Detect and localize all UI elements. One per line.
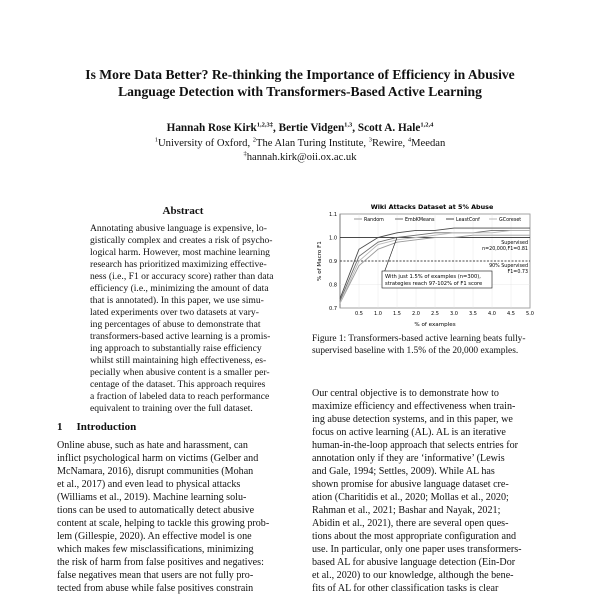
intro-line: lem (Gillespie, 2020). An effective model is one: [57, 531, 252, 542]
title-line-2: Language Detection with Transformers-Based Active Learning: [118, 84, 482, 99]
intro-body: [57, 439, 303, 595]
annotation-line-2: strategies reach 97-102% of F1 score: [385, 281, 483, 287]
legend-label: LeastConf: [456, 218, 480, 223]
intro-line: content at scale, helping to tackle this growing prob-: [57, 518, 270, 529]
abstract-line: Annotating abusive language is expensive, lo-: [90, 223, 267, 234]
abstract-line: research has prioritized maximizing effective-: [90, 259, 267, 270]
right-column-body: [312, 387, 544, 595]
author-sup: 1,3: [344, 121, 353, 129]
chart-y-ticks: [329, 212, 337, 312]
right-line: human-in-the-loop approach that selects entries for: [312, 440, 519, 451]
intro-line: which makes few misclassifications, minimizing: [57, 544, 254, 555]
figure-caption: [312, 333, 544, 357]
affil-name: University of Oxford,: [158, 138, 251, 149]
email: [40, 151, 560, 165]
abstract-line: logical harm. However, most machine learning: [90, 247, 270, 258]
legend-label: Random: [364, 218, 384, 223]
abstract-line: gistically complex and creates a risk of psycho-: [90, 235, 273, 246]
y-tick-label: 1.0: [329, 235, 337, 242]
x-tick-label: 1.0: [374, 311, 382, 317]
author-name: Bertie Vidgen: [278, 122, 345, 134]
abstract-line: ness (i.e., F1 or accuracy score) rather than data: [90, 271, 274, 282]
intro-line: et al., 2017) and even lead to physical attacks: [57, 479, 241, 490]
x-tick-label: 3.5: [469, 311, 477, 317]
x-tick-label: 2.5: [431, 311, 439, 317]
right-line: maximize efficiency and effectiveness when train-: [312, 401, 516, 412]
author-sup: 1,2,3‡: [256, 121, 274, 129]
right-line: fits of AL for other classification tasks is clear: [312, 583, 499, 594]
chart-legend: [354, 217, 521, 223]
abstract-line: transformers-based active learning is a promis-: [90, 331, 271, 342]
section-heading: [57, 421, 136, 433]
y-tick-label: 0.8: [329, 282, 337, 289]
y-tick-label: 0.7: [329, 305, 337, 312]
right-line: based AL for abusive language detection (Ein-Dor: [312, 557, 516, 568]
right-line: and Gale, 1994; Settles, 2009). While AL has: [312, 466, 495, 477]
author-name: Scott A. Hale: [357, 122, 421, 134]
intro-line: inflict psychological harm on victims (Gelber and: [57, 453, 259, 464]
y-tick-label: 0.9: [329, 258, 337, 265]
affil-sup: 3: [368, 136, 372, 144]
right-line: et al., 2020) to our knowledge, although the bene-: [312, 570, 514, 581]
title-line-1: Is More Data Better? Re-thinking the Importance of Efficiency in Abusive: [85, 67, 515, 82]
author-sup: 1,2,4: [420, 121, 434, 129]
intro-line: tected from abuse while false positives constrain: [57, 583, 254, 594]
intro-line: false negatives mean that users are not fully pro-: [57, 570, 254, 581]
ref-detail-90: F1=0.73: [507, 270, 528, 275]
figure-chart: [312, 200, 536, 328]
chart-xlabel: % of examples: [414, 322, 456, 328]
intro-line: (Williams et al., 2019). Machine learning solu-: [57, 492, 247, 503]
x-tick-label: 1.5: [393, 311, 401, 317]
email-sup: ‡: [243, 150, 247, 158]
affiliations: [40, 137, 560, 151]
right-line: annotation only if they are ‘informative’ (Lewis: [312, 453, 505, 464]
section-title: Introduction: [76, 421, 137, 433]
right-line: Our central objective is to demonstrate how to: [312, 388, 499, 399]
section-number: 1: [57, 421, 63, 433]
right-line: Rahman et al., 2021; Bashar and Nayak, 2021;: [312, 505, 501, 516]
affil-sup: 2: [252, 136, 256, 144]
abstract-line: equivalent to training over the full dataset.: [90, 403, 253, 414]
abstract-line: ing approach to substantially raise efficiency: [90, 343, 262, 354]
intro-line: Online abuse, such as hate and harassment, can: [57, 440, 248, 451]
abstract-line: efficiency (i.e., minimizing the amount of data: [90, 283, 269, 294]
ref-detail-supervised: n=20,000,F1=0.81: [482, 247, 528, 252]
intro-line: McNamara, 2016), disrupt communities (Mohan: [57, 466, 254, 477]
chart-ylabel: % of Macro F1: [317, 241, 323, 281]
x-tick-label: 2.0: [412, 311, 420, 317]
x-tick-label: 4.0: [488, 311, 496, 317]
legend-label: GCoreset: [499, 218, 522, 223]
x-tick-label: 5.0: [526, 311, 534, 317]
abstract-body: [90, 223, 276, 415]
x-tick-label: 4.5: [507, 311, 515, 317]
right-line: Abidin et al., 2021), there are several open ques-: [312, 518, 509, 529]
right-line: focus on active learning (AL). AL is an iterative: [312, 427, 506, 438]
ref-label-90: 90% Supervised: [489, 264, 528, 269]
abstract-line: that is annotated). In this paper, we use simu-: [90, 295, 264, 306]
affil-name: Meedan: [411, 138, 446, 149]
x-tick-label: 0.5: [355, 311, 363, 317]
abstract-line: ing percentages of abuse to demonstrate that: [90, 319, 261, 330]
author-name: Hannah Rose Kirk: [166, 122, 257, 134]
legend-label: EmbKMeans: [405, 218, 435, 223]
abstract-line: a fraction of labeled data to reach performance: [90, 391, 270, 402]
right-line: shown promise for abusive language dataset cre-: [312, 479, 509, 490]
abstract-line: centage of the dataset. This approach requires: [90, 379, 266, 390]
right-line: ation (Charitidis et al., 2020; Mollas et al., 2020;: [312, 492, 509, 503]
y-tick-label: 1.1: [329, 211, 337, 218]
paper-title: [40, 66, 560, 100]
chart-title: Wiki Attacks Dataset at 5% Abuse: [370, 203, 494, 211]
right-line: tions about the most appropriate configuration and: [312, 531, 517, 542]
affil-name: The Alan Turing Institute,: [256, 138, 367, 149]
right-line: use. In particular, only one paper uses transformers-: [312, 544, 522, 555]
intro-line: tions can be used to automatically detect abusive: [57, 505, 255, 516]
author-list: Hannah Rose Kirk$^{1,2,3\ddagger}$, Bertie Vidgen$^{1,3}$, Scott A. Hale$^{1,2,4}$: [166, 121, 434, 134]
abstract-line: whilst still maintaining high effectiveness, es-: [90, 355, 267, 366]
affil-sup: 4: [407, 136, 412, 144]
email-address: hannah.kirk@oii.ox.ac.uk: [246, 152, 357, 163]
chart-x-ticks: [355, 311, 534, 317]
abstract-line: pecially when abusive content is a smaller per-: [90, 367, 270, 378]
abstract-heading: Abstract: [162, 205, 204, 217]
ref-label-supervised: Supervised: [501, 241, 528, 246]
abstract-line: lated experiments over two datasets at vary-: [90, 307, 259, 318]
x-tick-label: 3.0: [450, 311, 458, 317]
affil-sup: 1: [154, 136, 158, 144]
right-line: ing abuse detection systems, and in this paper, we: [312, 414, 513, 425]
annotation-line-1: With just 1.5% of examples (n=300),: [385, 274, 481, 280]
caption-line-1: Figure 1: Transformers-based active learning beats fully-: [312, 334, 526, 344]
intro-line: the risk of harm from false positives and negatives:: [57, 557, 264, 568]
affil-name: Rewire,: [371, 138, 406, 149]
caption-line-2: supervised baseline with 1.5% of the 20,000 examples.: [312, 346, 519, 356]
